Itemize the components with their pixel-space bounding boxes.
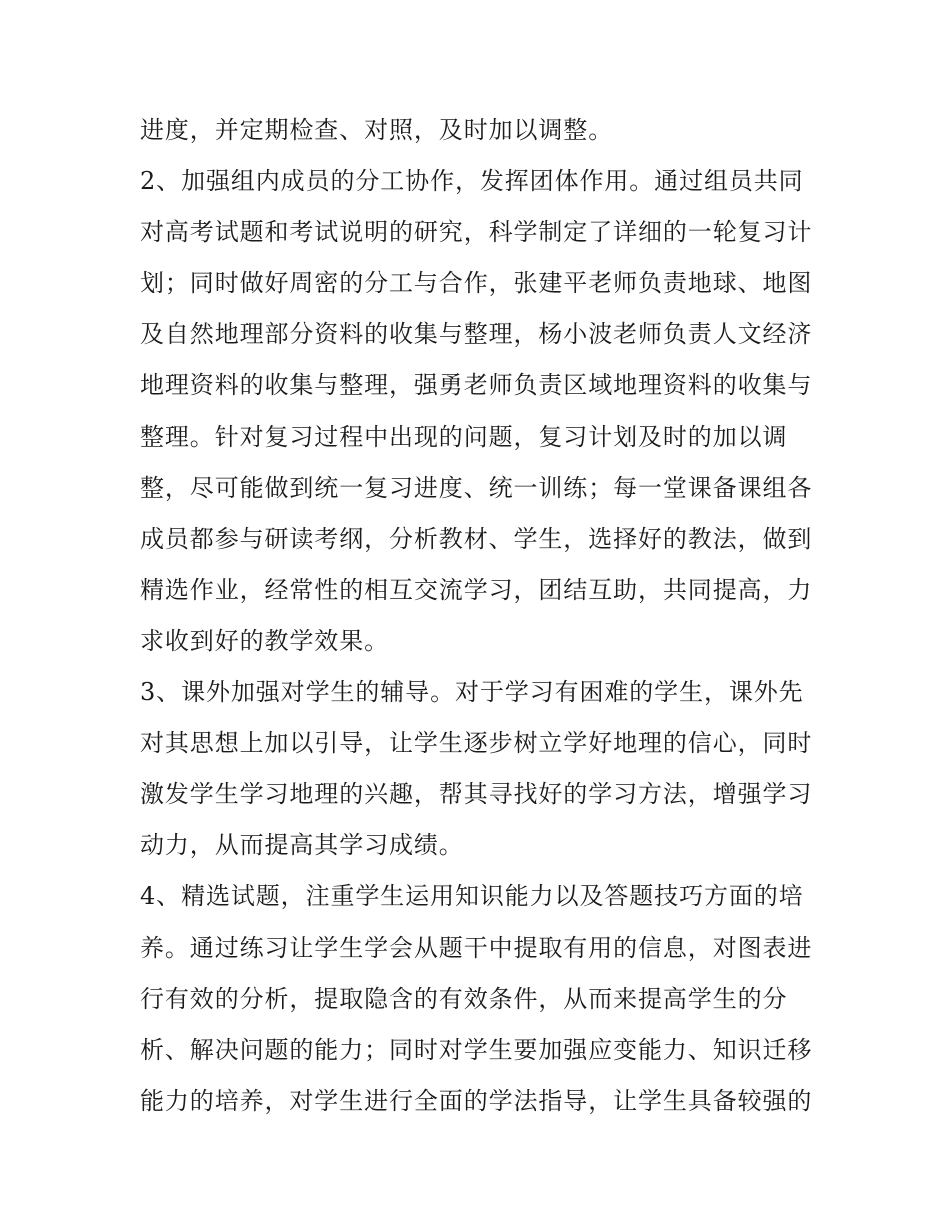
text-line: 进度，并定期检查、对照，及时加以调整。 <box>140 116 614 144</box>
text-line: 2、加强组内成员的分工协作，发挥团体作用。通过组员共同 <box>140 167 804 196</box>
text-line: 对高考试题和考试说明的研究，科学制定了详细的一轮复习计 <box>140 218 813 247</box>
text-line: 求收到好的教学效果。 <box>140 626 389 655</box>
text-line: 划；同时做好周密的分工与合作，张建平老师负责地球、地图 <box>140 269 813 298</box>
text-line: 析、解决问题的能力；同时对学生要加强应变能力、知识迁移 <box>140 1035 813 1064</box>
document-body <box>140 105 812 1127</box>
text-line: 激发学生学习地理的兴趣，帮其寻找好的学习方法，增强学习 <box>140 780 813 809</box>
text-line: 整理。针对复习过程中出现的问题，复习计划及时的加以调 <box>140 422 788 451</box>
text-line: 整，尽可能做到统一复习进度、统一训练；每一堂课备课组各 <box>140 473 813 502</box>
text-line: 行有效的分析，提取隐含的有效条件，从而来提高学生的分 <box>140 984 788 1013</box>
text-line: 动力，从而提高其学习成绩。 <box>140 831 464 860</box>
text-line: 3、课外加强对学生的辅导。对于学习有困难的学生，课外先 <box>140 678 804 707</box>
text-line: 及自然地理部分资料的收集与整理，杨小波老师负责人文经济 <box>140 320 813 349</box>
text-line: 能力的培养，对学生进行全面的学法指导，让学生具备较强的 <box>140 1086 813 1115</box>
text-line: 地理资料的收集与整理，强勇老师负责区域地理资料的收集与 <box>140 371 813 400</box>
text-line: 对其思想上加以引导，让学生逐步树立学好地理的信心，同时 <box>140 729 813 758</box>
text-line: 精选作业，经常性的相互交流学习，团结互助，共同提高，力 <box>140 575 813 604</box>
text-line: 4、精选试题，注重学生运用知识能力以及答题技巧方面的培 <box>140 882 804 911</box>
text-line: 养。通过练习让学生学会从题干中提取有用的信息，对图表进 <box>140 933 813 962</box>
text-line: 成员都参与研读考纲，分析教材、学生，选择好的教法，做到 <box>140 524 813 553</box>
